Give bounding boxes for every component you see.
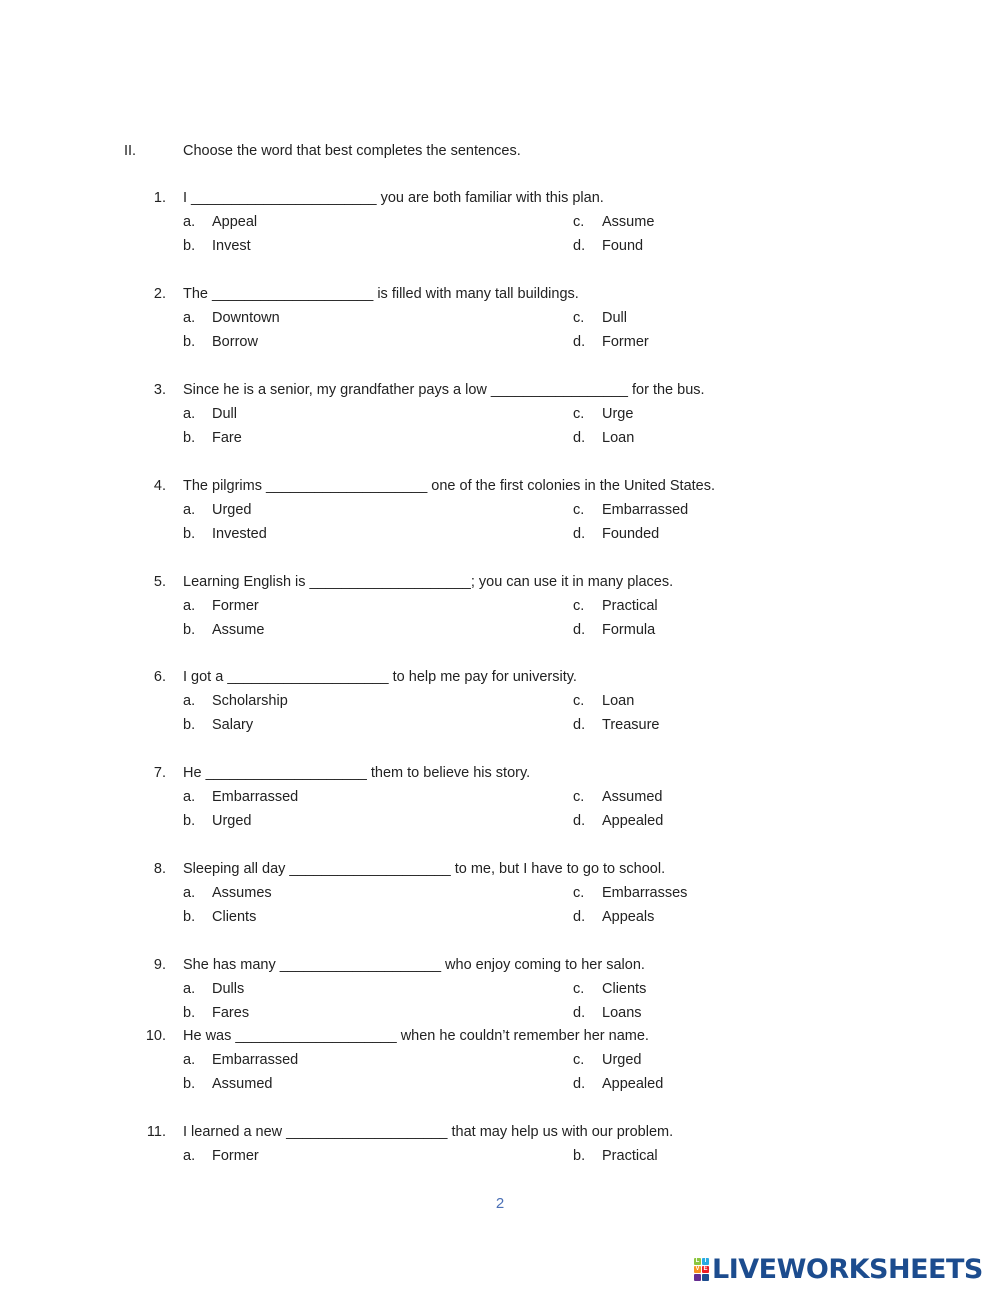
option-row <box>150 905 850 929</box>
option-word: Borrow <box>212 334 258 350</box>
option-row <box>150 426 850 450</box>
option-word: Embarrassed <box>212 789 299 805</box>
section-number: II. <box>124 143 137 159</box>
option-word: Assume <box>602 214 655 230</box>
option-row <box>150 306 850 330</box>
question-text[interactable]: The pilgrims ____________________ one of the first colonies in the United States. <box>183 478 716 494</box>
question-number: 5. <box>153 574 166 590</box>
option-letter: a. <box>183 981 196 997</box>
option-word: Urged <box>212 813 252 829</box>
option-letter: b. <box>183 1005 196 1021</box>
option-letter: b. <box>183 526 196 542</box>
option-word: Embarrassed <box>602 502 689 518</box>
option-letter: c. <box>573 789 585 805</box>
option-letter: b. <box>183 813 196 829</box>
liveworksheets-logo[interactable] <box>694 1253 983 1285</box>
option-letter: c. <box>573 406 585 422</box>
option-letter: b. <box>183 909 196 925</box>
option-row <box>150 618 850 642</box>
option-letter: a. <box>183 885 196 901</box>
question-number: 11. <box>146 1124 166 1140</box>
option-word: Assume <box>212 622 265 638</box>
option-letter: c. <box>573 885 585 901</box>
option-letter: d. <box>573 334 586 350</box>
question-number: 10. <box>145 1028 166 1044</box>
question-3 <box>150 378 850 450</box>
option-row <box>150 977 850 1001</box>
option-word: Fares <box>212 1005 250 1021</box>
option-word: Assumed <box>602 789 663 805</box>
option-word: Dull <box>602 310 627 326</box>
option-word: Loans <box>602 1005 642 1021</box>
option-row <box>150 1072 850 1096</box>
option-letter: c. <box>573 693 585 709</box>
option-letter: b. <box>183 717 196 733</box>
question-10 <box>145 1024 850 1096</box>
question-line <box>150 474 850 498</box>
option-letter: a. <box>183 502 196 518</box>
section-instruction: Choose the word that best completes the sentences. <box>183 143 521 159</box>
option-letter: a. <box>183 406 196 422</box>
question-1 <box>150 186 850 258</box>
option-row <box>150 234 850 258</box>
option-letter: a. <box>183 1052 196 1068</box>
question-6 <box>150 665 850 737</box>
question-5 <box>150 570 850 642</box>
option-letter: a. <box>183 789 196 805</box>
question-number: 6. <box>153 669 166 685</box>
question-text[interactable]: Learning English is ____________________; you can use it in many places. <box>183 574 674 590</box>
option-word: Scholarship <box>212 693 288 709</box>
option-word: Appealed <box>602 1076 664 1092</box>
question-text[interactable]: She has many ____________________ who enjoy coming to her salon. <box>183 957 645 973</box>
question-4 <box>150 474 850 546</box>
option-letter: b. <box>573 1148 586 1164</box>
question-line <box>145 1024 850 1048</box>
option-letter: d. <box>573 1005 586 1021</box>
option-row <box>150 330 850 354</box>
option-word: Urged <box>602 1052 642 1068</box>
question-number: 7. <box>153 765 166 781</box>
option-word: Dull <box>212 406 237 422</box>
option-row <box>150 210 850 234</box>
option-word: Appeal <box>212 214 258 230</box>
option-letter: a. <box>183 214 196 230</box>
option-word: Dulls <box>212 981 245 997</box>
option-letter: d. <box>573 717 586 733</box>
option-word: Clients <box>212 909 257 925</box>
question-line <box>150 665 850 689</box>
option-row <box>150 1001 850 1025</box>
option-letter: c. <box>573 981 585 997</box>
question-text[interactable]: Since he is a senior, my grandfather pays a low _________________ for the bus. <box>183 382 705 398</box>
option-letter: a. <box>183 598 196 614</box>
option-word: Clients <box>602 981 647 997</box>
question-2 <box>150 282 850 354</box>
option-row <box>150 1144 850 1168</box>
option-word: Assumes <box>212 885 272 901</box>
question-line <box>150 953 850 977</box>
question-text[interactable]: The ____________________ is filled with many tall buildings. <box>183 286 579 302</box>
option-letter: c. <box>573 598 585 614</box>
option-letter: d. <box>573 1076 586 1092</box>
option-word: Assumed <box>212 1076 273 1092</box>
option-row <box>150 522 850 546</box>
option-letter: a. <box>183 693 196 709</box>
option-row <box>150 402 850 426</box>
option-word: Former <box>212 1148 259 1164</box>
option-letter: b. <box>183 334 196 350</box>
option-word: Downtown <box>212 310 280 326</box>
option-letter: d. <box>573 526 586 542</box>
option-letter: b. <box>183 238 196 254</box>
question-number: 3. <box>153 382 166 398</box>
question-number: 4. <box>153 478 166 494</box>
option-letter: c. <box>573 214 585 230</box>
question-9 <box>150 953 850 1025</box>
question-line <box>150 282 850 306</box>
question-text[interactable]: I learned a new ____________________ that may help us with our problem. <box>183 1124 674 1140</box>
option-row <box>150 689 850 713</box>
option-word: Embarrasses <box>602 885 688 901</box>
option-word: Appealed <box>602 813 664 829</box>
question-8 <box>150 857 850 929</box>
option-word: Loan <box>602 430 635 446</box>
option-word: Urge <box>602 406 634 422</box>
question-number: 9. <box>153 957 166 973</box>
option-word: Former <box>602 334 649 350</box>
question-line <box>150 761 850 785</box>
question-text[interactable]: He ____________________ them to believe his story. <box>183 765 531 781</box>
question-11 <box>146 1120 850 1168</box>
option-word: Loan <box>602 693 635 709</box>
option-row <box>150 1048 850 1072</box>
question-text[interactable]: Sleeping all day ____________________ to me, but I have to go to school. <box>183 861 666 877</box>
page-number: 2 <box>495 1195 505 1212</box>
question-number: 2. <box>153 286 166 302</box>
liveworksheets-wordmark: LIVEWORKSHEETS <box>712 1253 983 1285</box>
question-number: 1. <box>153 190 166 206</box>
option-letter: c. <box>573 1052 585 1068</box>
question-text[interactable]: I got a ____________________ to help me pay for university. <box>183 669 577 685</box>
question-text[interactable]: I _______________________ you are both familiar with this plan. <box>183 190 604 206</box>
option-word: Urged <box>212 502 252 518</box>
option-letter: a. <box>183 310 196 326</box>
option-word: Salary <box>212 717 254 733</box>
option-word: Treasure <box>602 717 660 733</box>
question-text[interactable]: He was ____________________ when he couldn’t remember her name. <box>183 1028 649 1044</box>
option-letter: c. <box>573 502 585 518</box>
liveworksheets-logo-icon: L I V E <box>694 1258 709 1281</box>
option-letter: c. <box>573 310 585 326</box>
option-row <box>150 809 850 833</box>
option-letter: b. <box>183 430 196 446</box>
option-row <box>150 785 850 809</box>
question-line <box>150 570 850 594</box>
question-line <box>150 378 850 402</box>
option-letter: d. <box>573 813 586 829</box>
option-row <box>150 594 850 618</box>
option-letter: d. <box>573 430 586 446</box>
question-line <box>146 1120 850 1144</box>
option-word: Found <box>602 238 644 254</box>
question-number: 8. <box>153 861 166 877</box>
option-row <box>150 713 850 737</box>
question-line <box>150 186 850 210</box>
option-word: Founded <box>602 526 660 542</box>
option-letter: d. <box>573 622 586 638</box>
option-letter: d. <box>573 909 586 925</box>
option-letter: b. <box>183 1076 196 1092</box>
option-word: Embarrassed <box>212 1052 299 1068</box>
option-letter: a. <box>183 1148 196 1164</box>
option-word: Practical <box>602 1148 658 1164</box>
question-7 <box>150 761 850 833</box>
option-word: Invest <box>212 238 251 254</box>
question-line <box>150 857 850 881</box>
option-word: Invested <box>212 526 267 542</box>
option-letter: b. <box>183 622 196 638</box>
option-word: Practical <box>602 598 658 614</box>
option-word: Appeals <box>602 909 655 925</box>
option-word: Formula <box>602 622 656 638</box>
option-word: Fare <box>212 430 242 446</box>
option-row <box>150 498 850 522</box>
option-word: Former <box>212 598 259 614</box>
option-letter: d. <box>573 238 586 254</box>
option-row <box>150 881 850 905</box>
